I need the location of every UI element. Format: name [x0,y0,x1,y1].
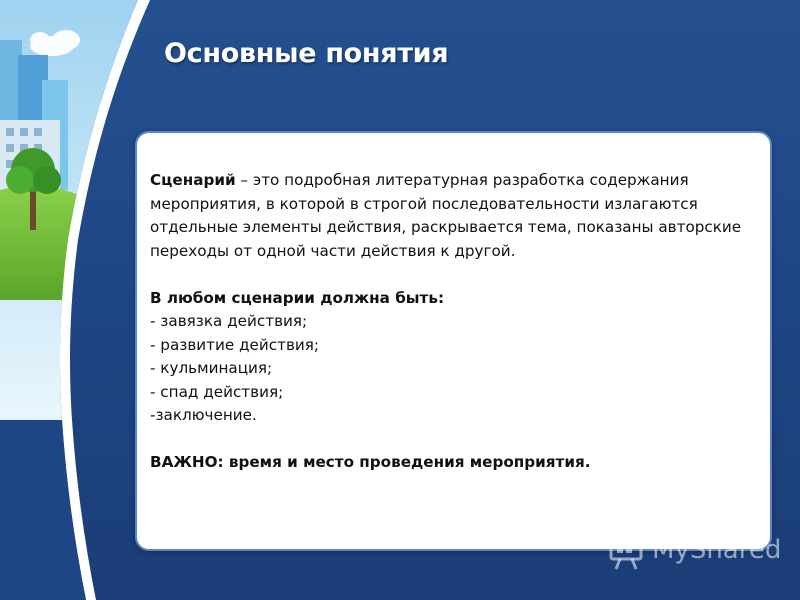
watermark [608,533,780,575]
definition-term: Сценарий [150,171,236,189]
requirement-item: -заключение. [150,406,257,424]
requirement-item: - кульминация; [150,359,273,377]
requirement-item: - спад действия; [150,382,284,401]
slide-title: Основные понятия [164,38,449,69]
important-note: ВАЖНО: время и место проведения мероприятия. [150,453,591,471]
definition-text: – это подробная литературная разработка содержания мероприятия, в которой в строгой последовательности излагаются отдельные элементы действия, раскрывается тема, показаны авторские переходы от одной части действия к другой. [150,171,742,260]
watermark-text: MyShared [652,535,782,565]
requirements-heading: В любом сценарии должна быть: [150,288,445,307]
requirement-item: - развитие действия; [150,335,320,354]
definition-paragraph [150,169,758,263]
content-card [135,131,772,551]
requirement-item: - завязка действия; [150,312,308,330]
presentation-icon [608,535,644,571]
